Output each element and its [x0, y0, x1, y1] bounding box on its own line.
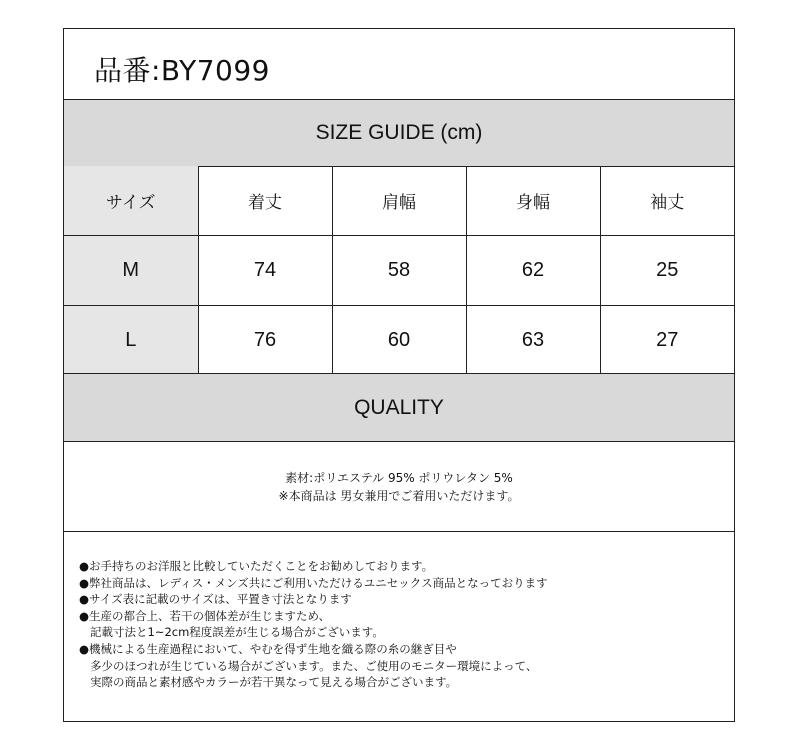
table-cell: 25: [600, 236, 734, 306]
table-cell: 62: [466, 236, 600, 306]
note-line: ●サイズ表に記載のサイズは、平置き寸法となります: [79, 592, 352, 607]
quality-section: [64, 441, 734, 532]
note-line: 記載寸法と1~2cm程度誤差が生じる場合がございます。: [90, 625, 384, 640]
quality-heading: QUALITY: [64, 373, 734, 442]
table-cell: 63: [466, 306, 600, 376]
size-table: [64, 166, 734, 376]
header-sleeve: 袖丈: [600, 166, 734, 236]
note-line: 多少のほつれが生じている場合がございます。また、ご使用のモニター環境によって、: [90, 658, 538, 673]
table-cell: 76: [198, 306, 332, 376]
table-row: [64, 306, 734, 376]
table-cell: 27: [600, 306, 734, 376]
size-label: M: [64, 236, 198, 306]
table-row: [64, 236, 734, 306]
size-label: L: [64, 306, 198, 376]
header-length: 着丈: [198, 166, 332, 236]
size-guide-card: [63, 28, 735, 722]
unisex-note: ※本商品は 男女兼用でご着用いただけます。: [278, 488, 520, 503]
size-table-header-row: [64, 166, 734, 236]
note-line: 実際の商品と素材感やカラーが若干異なって見える場合がございます。: [90, 675, 458, 690]
table-cell: 74: [198, 236, 332, 306]
header-shoulder: 肩幅: [332, 166, 466, 236]
note-line: ●機械による生産過程において、やむを得ず生地を織る際の糸の継ぎ目や: [79, 641, 457, 656]
product-code: 品番:BY7099: [94, 54, 270, 87]
table-cell: 58: [332, 236, 466, 306]
material-text: 素材:ポリエステル 95% ポリウレタン 5%: [285, 470, 513, 485]
size-guide-heading: SIZE GUIDE (cm): [64, 99, 734, 167]
header-size: サイズ: [64, 166, 198, 236]
note-line: ●生産の都合上、若干の個体差が生じますため、: [79, 608, 331, 623]
note-line: ●弊社商品は、レディス・メンズ共にご利用いただけるユニセックス商品となっております: [79, 575, 548, 590]
table-cell: 60: [332, 306, 466, 376]
notes-section: [64, 531, 734, 721]
header-chest: 身幅: [466, 166, 600, 236]
note-line: ●お手持ちのお洋服と比較していただくことをお勧めしております。: [79, 559, 434, 573]
